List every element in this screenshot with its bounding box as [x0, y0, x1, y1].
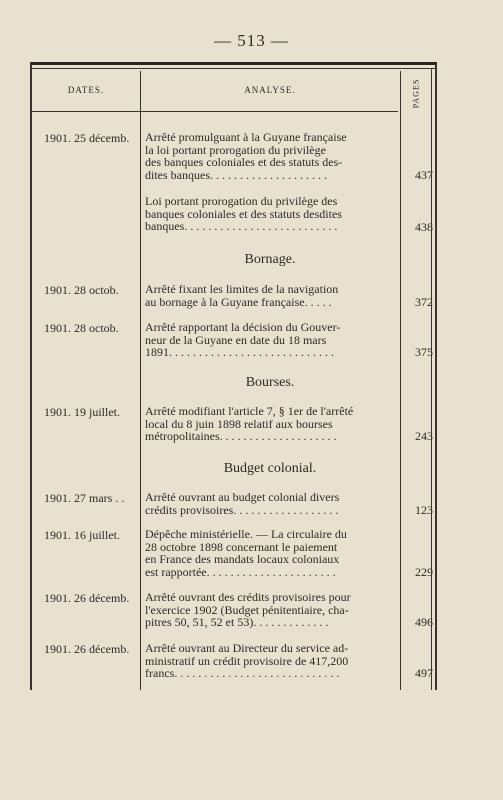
page-number: — 513 —	[214, 31, 289, 50]
header-analyse: ANALYSE.	[244, 85, 296, 95]
entry-page: 438	[415, 220, 433, 234]
section-heading: Bourses.	[245, 375, 295, 390]
section-heading: Budget colonial.	[223, 461, 317, 476]
entry-page: 497	[415, 666, 433, 680]
entry-page: 372	[415, 295, 433, 309]
header-pages-cell	[403, 73, 429, 113]
entry-text: Loi portant prorogation du privilège des banques coloniales et des statuts desdites banques. . . . . . . . . . . . . . . . . . . . . . . . . .	[145, 194, 342, 233]
entry-text: Dépêche ministérielle. — La circulaire du 28 octobre 1898 concernant le paiement en France des mandats locaux coloniaux est rapportée. . . . . . . . . . . . . . . . . . . . . .	[145, 527, 347, 579]
entry-text: Arrêté ouvrant au budget colonial divers crédits provisoires. . . . . . . . . . . . . . . . . .	[145, 490, 340, 517]
entry-date: 1901. 19 juillet.	[44, 405, 120, 419]
entry-page: 437	[415, 168, 433, 182]
entry-date: 1901. 28 octob.	[44, 283, 119, 297]
entry-date: 1901. 27 mars . .	[44, 491, 125, 505]
entry-date: 1901. 26 décemb.	[44, 642, 130, 656]
section-heading: Bornage.	[244, 252, 296, 267]
column-divider-pages	[400, 71, 401, 690]
entry-text: Arrêté modifiant l'article 7, § 1er de l'arrêté local du 8 juin 1898 relatif aux bourses métropolitaines. . . . . . . . . . . . . . . . . . . .	[145, 404, 354, 443]
entry-text: Arrêté promulguant à la Guyane française la loi portant prorogation du privilège des banques coloniales et des statuts des- dites banques. . . . . . . . . . . . . . . . . . . .	[145, 130, 347, 182]
header-pages: PAGES	[411, 78, 421, 108]
entry-text: Arrêté rapportant la décision du Gouver- neur de la Guyane en date du 18 mars 1891. . . . . . . . . . . . . . . . . . . . . . . . . . . .	[145, 320, 341, 359]
entry-page: 123	[415, 503, 433, 517]
entry-date: 1901. 16 juillet.	[44, 528, 120, 542]
entry-text: Arrêté fixant les limites de la navigation au bornage à la Guyane française. . . . .	[145, 282, 339, 309]
entry-date: 1901. 28 octob.	[44, 321, 119, 335]
entry-date: 1901. 25 décemb.	[44, 131, 130, 145]
index-table	[30, 62, 437, 690]
entry-page: 375	[415, 345, 433, 359]
entry-text: Arrêté ouvrant des crédits provisoires pour l'exercice 1902 (Budget pénitentiaire, cha- pitres 50, 51, 52 et 53). . . . . . . . . . . . .	[145, 590, 351, 629]
entry-page: 243	[415, 429, 433, 443]
header-dates: DATES.	[67, 85, 105, 95]
entry-text: Arrêté ouvrant au Directeur du service ad- ministratif un crédit provisoire de 417,200 francs. . . . . . . . . . . . . . . . . . . . . . . . . . . .	[145, 641, 349, 680]
entry-page: 496	[415, 615, 433, 629]
entry-date: 1901. 26 décemb.	[44, 591, 130, 605]
header-rule	[32, 111, 398, 112]
entry-page: 229	[415, 565, 433, 579]
